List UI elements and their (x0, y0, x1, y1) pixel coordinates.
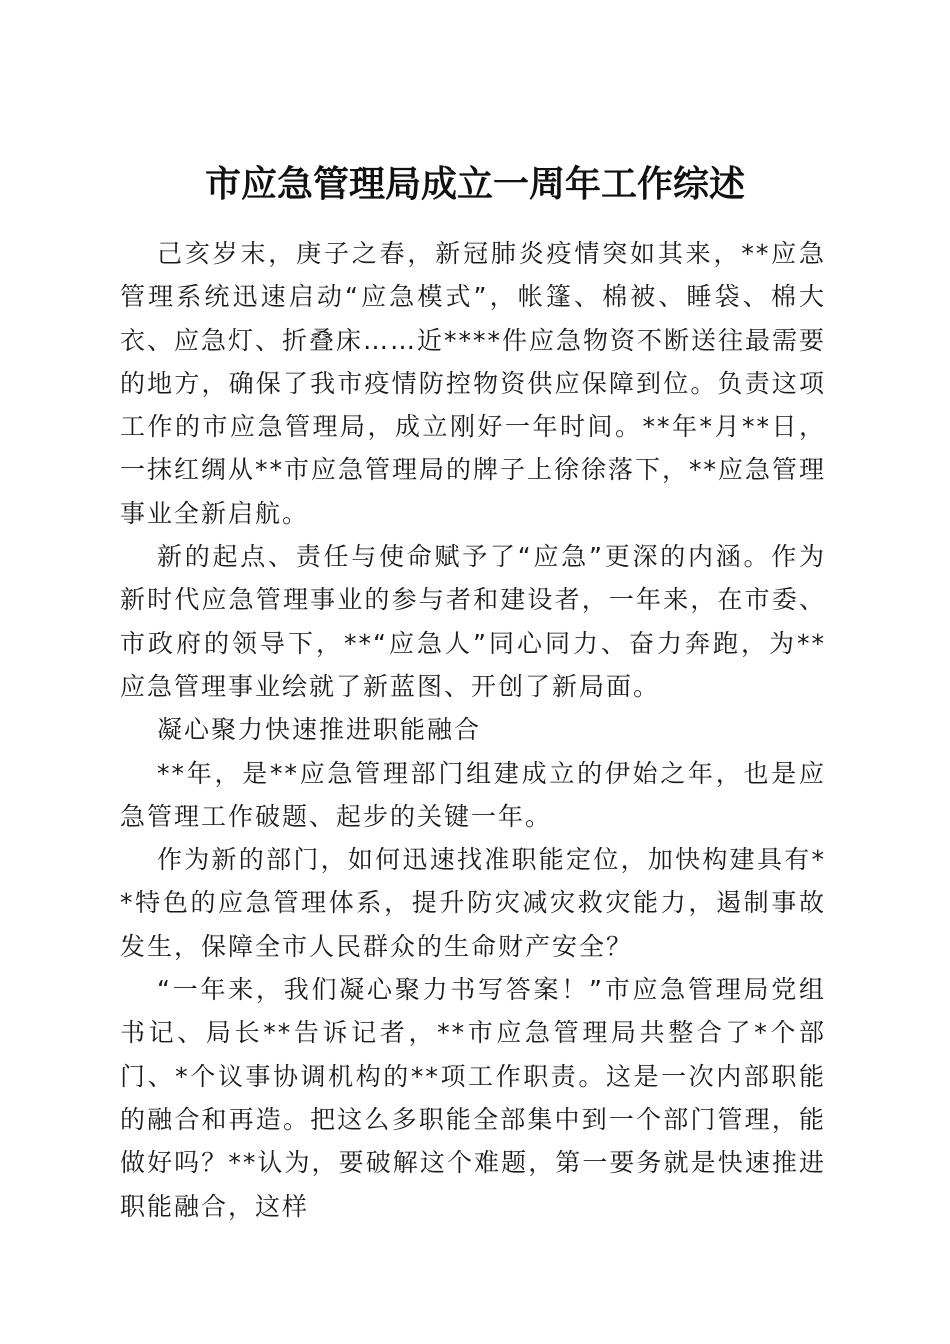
paragraph-question: 作为新的部门，如何迅速找准职能定位，加快构建具有**特色的应急管理体系，提升防灾减灾救灾能力，遏制事故发生，保障全市人民群众的生命财产安全？ (120, 845, 826, 961)
document-title: 市应急管理局成立一周年工作综述 (204, 163, 745, 206)
paragraph-first-year: **年，是**应急管理部门组建成立的伊始之年，也是应急管理工作破题、起步的关键一年。 (120, 758, 826, 831)
paragraph-new-start: 新的起点、责任与使命赋予了“应急”更深的内涵。作为新时代应急管理事业的参与者和建设者，一年来，在市委、市政府的领导下，**“应急人”同心同力、奋力奔跑，为**应急管理事业绘就了新蓝图、开创了新局面。 (120, 542, 826, 701)
paragraph-interview: “一年来，我们凝心聚力书写答案！”市应急管理局党组书记、局长**告诉记者，**市应急管理局共整合了*个部门、*个议事协调机构的**项工作职责。这是一次内部职能的融合和再造。把这么多职能全部集中到一个部门管理，能做好吗？**认为，要破解这个难题，第一要务就是快速推进职能融合，这样 (120, 975, 826, 1221)
paragraph-intro: 己亥岁末，庚子之春，新冠肺炎疫情突如其来，**应急管理系统迅速启动“应急模式”，帐篷、棉被、睡袋、棉大衣、应急灯、折叠床……近****件应急物资不断送往最需要的地方，确保了我市疫情防控物资供应保障到位。负责这项工作的市应急管理局，成立刚好一年时间。**年*月**日，一抹红绸从**市应急管理局的牌子上徐徐落下，**应急管理事业全新启航。 (120, 239, 827, 528)
document-body (120, 232, 826, 1228)
section-heading-function-integration: 凝心聚力快速推进职能融合 (157, 715, 482, 745)
